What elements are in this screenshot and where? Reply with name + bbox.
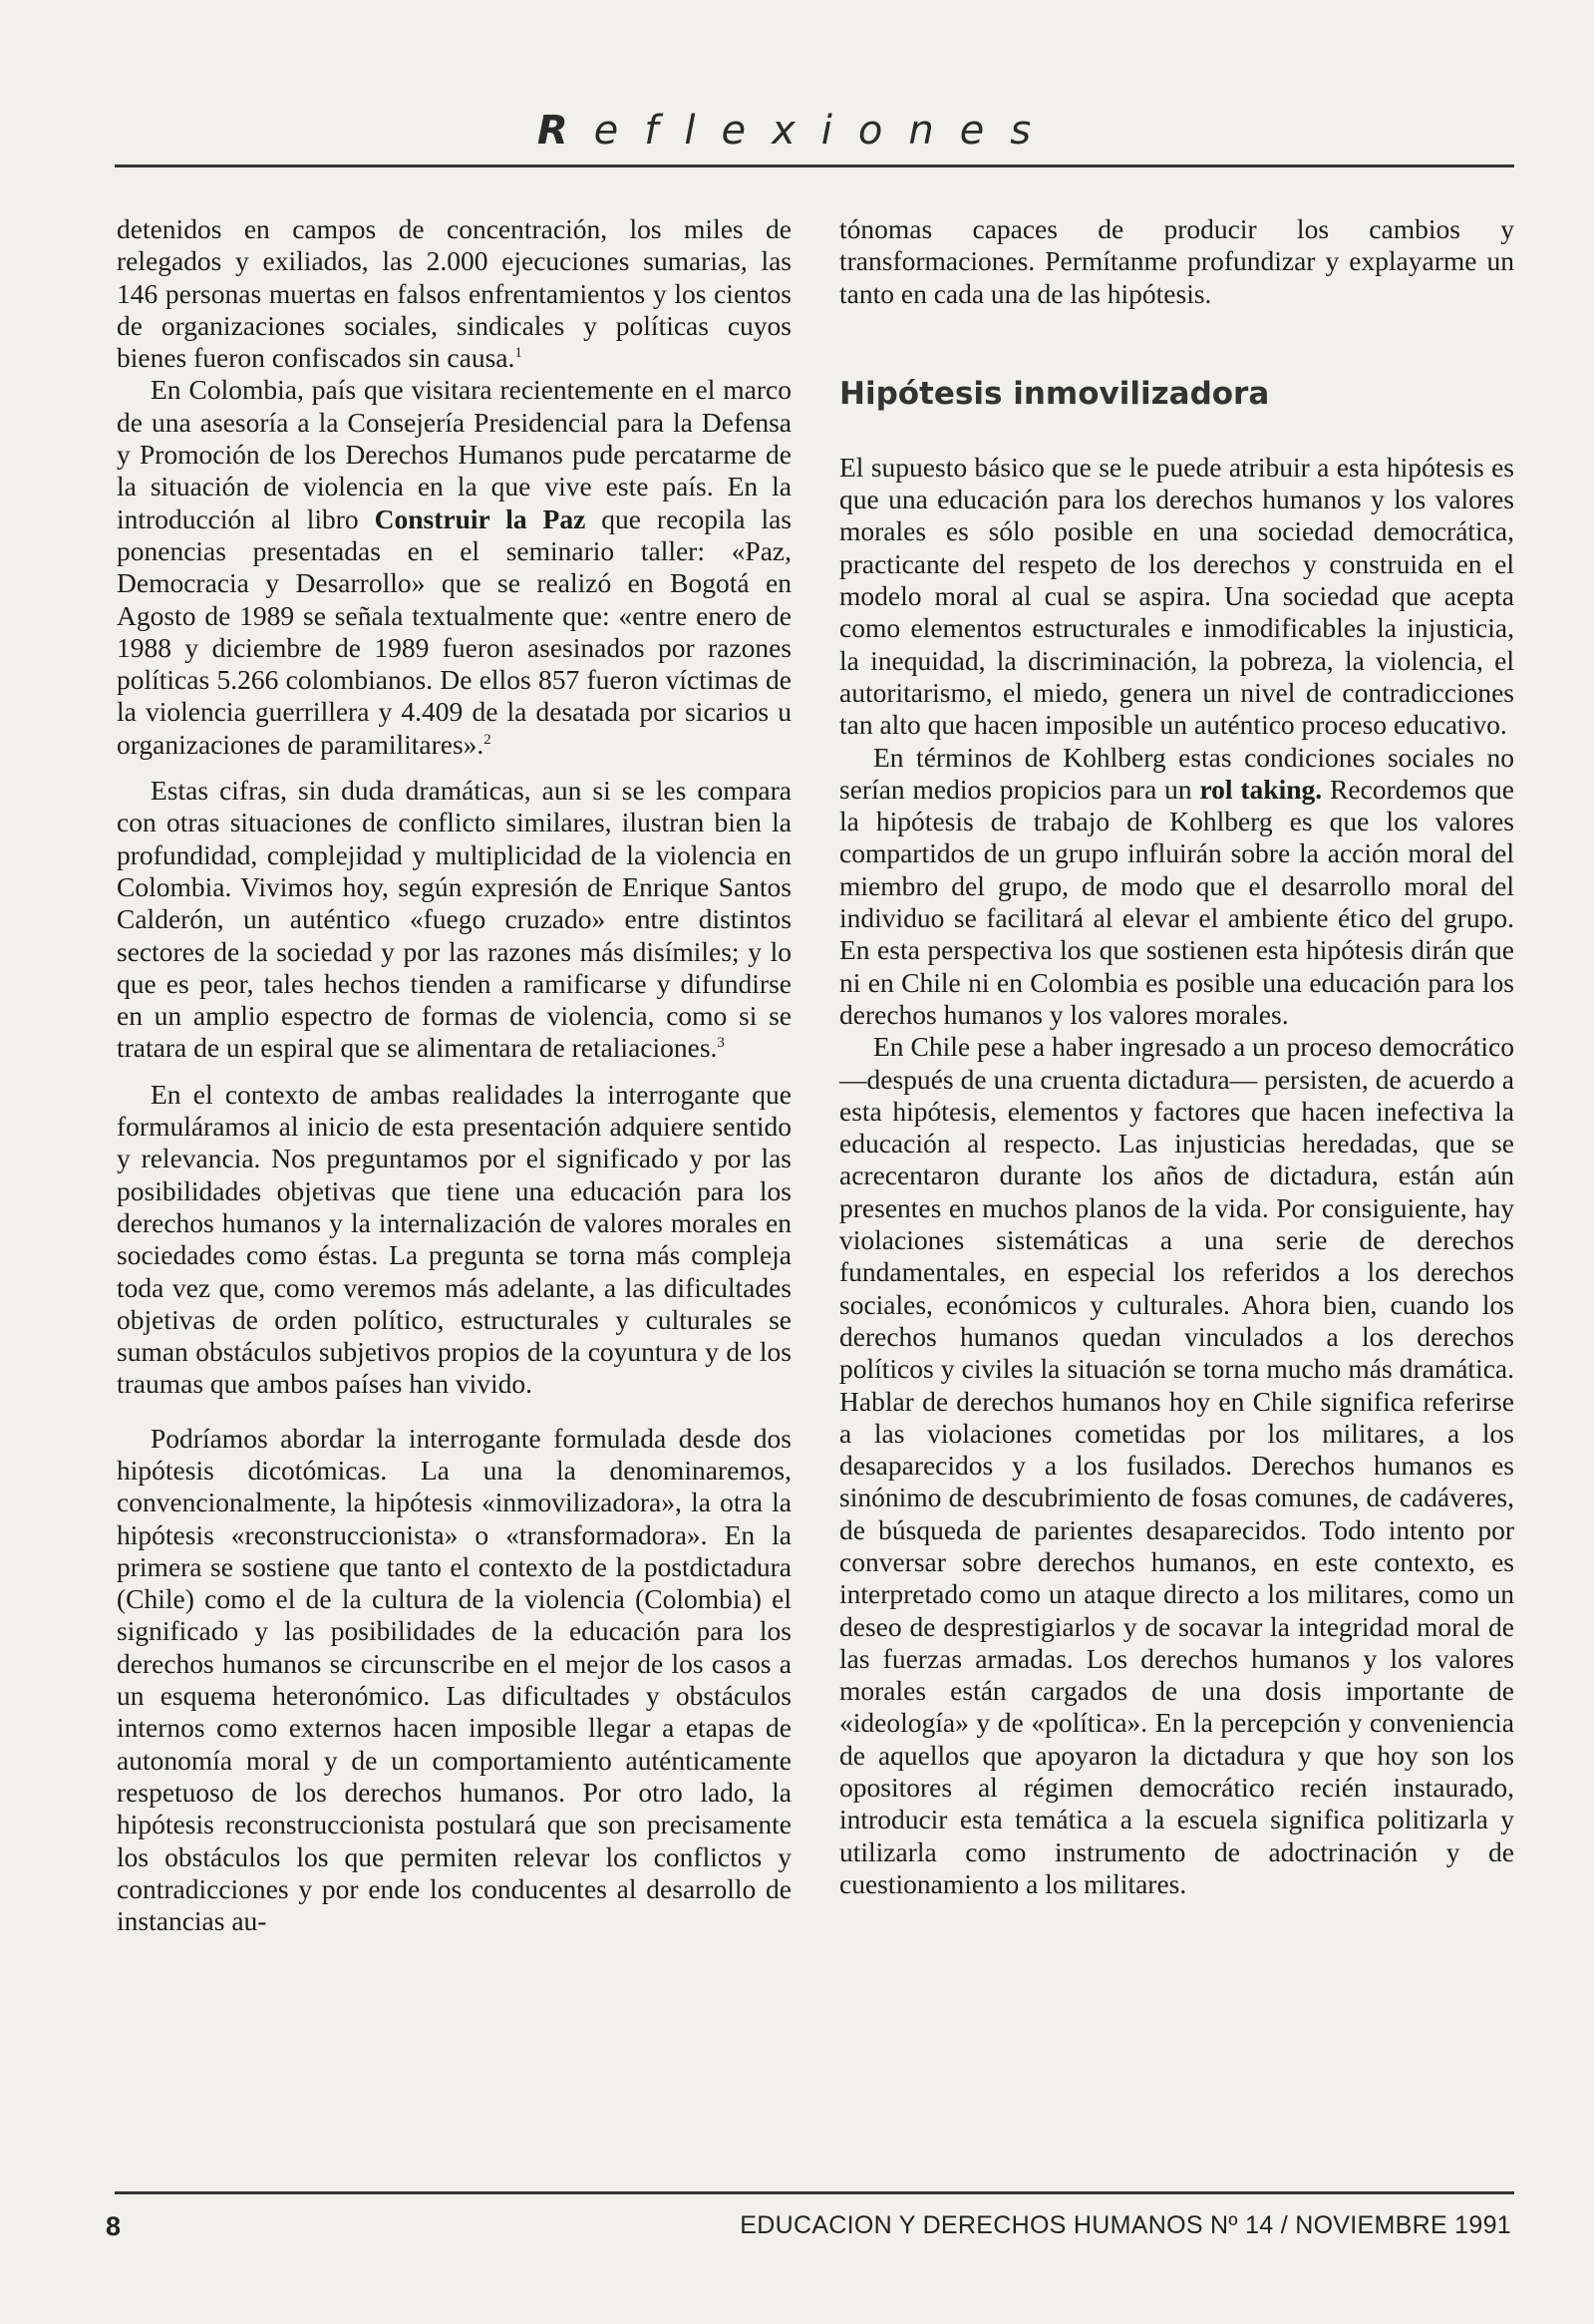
right-column bbox=[839, 213, 1514, 1900]
right-paragraph-3-text-a: En términos de Kohlberg estas condiciones sociales no serían medios propicios para un bbox=[839, 741, 1514, 805]
header-rule bbox=[115, 165, 1514, 167]
left-paragraph-2 bbox=[117, 374, 792, 761]
running-header-initial: R bbox=[536, 108, 594, 154]
publication-info: EDUCACION Y DERECHOS HUMANOS Nº 14 / NOVIEMBRE 1991 bbox=[740, 2211, 1511, 2239]
left-paragraph-1-text: detenidos en campos de concentración, los miles de relegados y exiliados, las 2.000 ejecuciones sumarias, las 146 personas muertas en falsos enfrentamientos y los cientos de organizaciones sociales, sindicales y políticas cuyos bienes fueron confiscados sin causa. bbox=[117, 213, 792, 374]
left-paragraph-3 bbox=[117, 775, 792, 1065]
left-paragraph-2-text-a: En Colombia, país que visitara recientemente en el marco de una asesoría a la Consejería Presidencial para la Defensa y Promoción de los Derechos Humanos pude percatarme de la situación de violencia en la que vive este país. En la introducción al libro bbox=[117, 374, 792, 534]
right-paragraph-1: tónomas capaces de producir los cambios y transformaciones. Permítanme profundizar y explayarme un tanto en cada una de las hipótesis. bbox=[839, 213, 1514, 309]
footnote-ref-1: 1 bbox=[514, 345, 522, 362]
rol-taking-term: rol taking. bbox=[1199, 773, 1323, 805]
left-paragraph-5: Podríamos abordar la interrogante formulada desde dos hipótesis dicotómicas. La una la denominaremos, convencionalmente, la hipótesis «inmovilizadora», la otra la hipótesis «reconstruccionista» o «transformadora». En la primera se sostiene que tanto el contexto de la postdictadura (Chile) como el de la cultura de la violencia (Colombia) el significado y las posibilidades de la educación para los derechos humanos se circunscribe en el mejor de los casos a un esquema heteronómico. Las dificultades y obstáculos internos como externos hacen imposible llegar a etapas de autonomía moral y de un comportamiento auténticamente respetuoso de los derechos humanos. Por otro lado, la hipótesis reconstruccionista postulará que son precisamente los obstáculos los que permiten relevar los conflictos y contradicciones y por ende los conducentes al desarrollo de instancias au- bbox=[117, 1422, 792, 1937]
book-title: Construir la Paz bbox=[374, 502, 586, 534]
left-paragraph-3-text: Estas cifras, sin duda dramáticas, aun si se les compara con otras situaciones de conflicto similares, ilustran bien la profundidad, complejidad y multiplicidad de la violencia en Colombia. Vivimos hoy, según expresión de Enrique Santos Calderón, un auténtico «fuego cruzado» entre distintos sectores de la sociedad y por las razones más disímiles; y lo que es peor, tales hechos tienden a ramificarse y difundirse en un amplio espectro de formas de violencia, como si se tratara de un espiral que se alimentara de retaliaciones. bbox=[117, 775, 792, 1064]
left-paragraph-4: En el contexto de ambas realidades la interrogante que formuláramos al inicio de esta presentación adquiere sentido y relevancia. Nos preguntamos por el significado y por las posibilidades objetivas que tiene una educación para los derechos humanos y la internalización de valores morales en sociedades como éstas. La pregunta se torna más compleja toda vez que, como veremos más adelante, a las dificultades objetivas de orden político, estructurales y culturales se suman obstáculos subjetivos propios de la coyuntura y de los traumas que ambos países han vivido. bbox=[117, 1078, 792, 1400]
right-paragraph-3-text-b: Recordemos que la hipótesis de trabajo de Kohlberg es que los valores compartidos de un grupo influirán sobre la acción moral del miembro del grupo, de modo que el desarrollo moral del individuo se facilitará al elevar el ambiente ético del grupo. En esta perspectiva los que sostienen esta hipótesis dirán que ni en Chile ni en Colombia es posible una educación para los derechos humanos y los valores morales. bbox=[839, 773, 1514, 1030]
left-paragraph-1 bbox=[117, 213, 792, 374]
left-column bbox=[117, 213, 792, 1937]
page-number: 8 bbox=[106, 2211, 122, 2241]
footer-rule bbox=[115, 2191, 1514, 2194]
running-header-rest: eflexiones bbox=[593, 108, 1058, 154]
running-header bbox=[0, 108, 1594, 154]
right-paragraph-2: El supuesto básico que se le puede atribuir a esta hipótesis es que una educación para los derechos humanos y los valores morales es sólo posible en una sociedad democrática, practicante del respeto de los derechos y construida en el modelo moral al cual se aspira. Una sociedad que acepta como elementos estructurales e inmodificables la injusticia, la inequidad, la discriminación, la pobreza, la violencia, el autoritarismo, el miedo, genera un nivel de contradicciones tan alto que hacen imposible un auténtico proceso educativo. bbox=[839, 451, 1514, 741]
right-paragraph-4: En Chile pese a haber ingresado a un proceso democrático —después de una cruenta dictadura— persisten, de acuerdo a esta hipótesis, elementos y factores que hacen inefectiva la educación al respecto. Las injusticias heredadas, que se acrecentaron durante los años de dictadura, están aún presentes en muchos planos de la vida. Por consiguiente, hay violaciones sistemáticas a una serie de derechos fundamentales, en especial los referidos a los derechos sociales, económicos y culturales. Ahora bien, cuando los derechos humanos quedan vinculados a los derechos políticos y civiles la situación se torna mucho más dramática. Hablar de derechos humanos hoy en Chile significa referirse a las violaciones cometidas por los militares, a los desaparecidos y a los fusilados. Derechos humanos es sinónimo de descubrimiento de fosas comunes, de cadáveres, de búsqueda de parientes desaparecidos. Todo intento por conversar sobre derechos humanos, en este contexto, es interpretado como un ataque directo a los militares, como un deseo de desprestigiarlos y de socavar la integridad moral de las fuerzas armadas. Los derechos humanos y los valores morales están cargados de una dosis importante de «ideología» y de «política». En la percepción y conveniencia de aquellos que apoyaron la dictadura y que hoy son los opositores al régimen democrático recién instaurado, introducir esta temática a la escuela significa politizarla y utilizarla como instrumento de adoctrinación y de cuestionamiento a los militares. bbox=[839, 1031, 1514, 1899]
footnote-ref-2: 2 bbox=[483, 731, 491, 748]
footnote-ref-3: 3 bbox=[717, 1035, 725, 1052]
section-heading: Hipótesis inmovilizadora bbox=[839, 375, 1270, 412]
left-paragraph-2-text-b: que recopila las ponencias presentadas en el seminario taller: «Paz, Democracia y Desarrollo» que se realizó en Bogotá en Agosto de 1989 se señala textualmente que: «entre enero de 1988 y diciembre de 1989 fueron asesinados por razones políticas 5.266 colombianos. De ellos 857 fueron víctimas de la violencia guerrillera y 4.409 de la desatada por sicarios u organizaciones de paramilitares». bbox=[117, 502, 792, 760]
right-paragraph-3 bbox=[839, 742, 1514, 1032]
